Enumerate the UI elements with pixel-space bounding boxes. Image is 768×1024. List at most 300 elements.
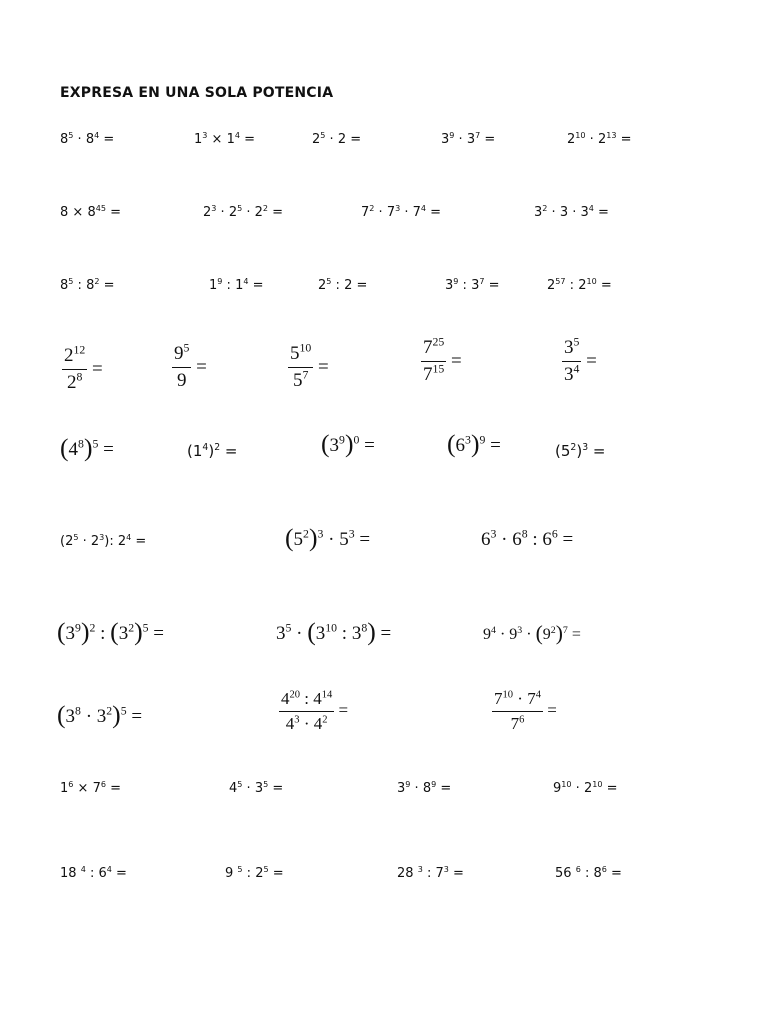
exponent: 6 bbox=[100, 780, 106, 790]
math-token: : bbox=[337, 623, 352, 644]
exponent: 6 bbox=[68, 780, 74, 790]
math-token: · bbox=[325, 132, 338, 147]
math-token: · bbox=[242, 781, 255, 796]
exponent: 10 bbox=[299, 341, 312, 355]
exercise-r9-d bbox=[553, 782, 618, 795]
math-token: = bbox=[354, 529, 371, 550]
math-token: : bbox=[422, 866, 436, 881]
math-token: = bbox=[105, 205, 122, 220]
exponent: 13 bbox=[606, 131, 617, 141]
math-token: ( bbox=[187, 442, 193, 460]
math-token: 7 bbox=[494, 689, 503, 708]
math-token: = bbox=[131, 534, 147, 549]
exercise-r6-a bbox=[60, 535, 146, 548]
exponent: 3 bbox=[348, 527, 355, 541]
math-token: · bbox=[547, 205, 560, 220]
math-token: = bbox=[596, 278, 612, 293]
math-token: 5 bbox=[290, 343, 300, 364]
exponent: 2 bbox=[106, 704, 113, 718]
math-token: 3 bbox=[65, 623, 76, 644]
math-token: 2 bbox=[583, 781, 593, 796]
exponent: 5 bbox=[285, 621, 292, 635]
exercise-r2-d bbox=[534, 206, 609, 219]
math-token: 3 bbox=[118, 623, 129, 644]
math-token: ( bbox=[307, 617, 316, 647]
exponent: 10 bbox=[586, 277, 597, 287]
exponent: 10 bbox=[592, 780, 603, 790]
math-token: ) bbox=[576, 442, 583, 460]
exponent: 9 bbox=[449, 131, 455, 141]
exponent: 5 bbox=[142, 621, 149, 635]
math-token: 3 bbox=[466, 132, 476, 147]
exponent: 4 bbox=[573, 362, 580, 376]
math-token: 3 bbox=[580, 205, 589, 220]
exponent: 5 bbox=[263, 865, 269, 875]
math-token: · bbox=[522, 626, 536, 643]
math-token: · bbox=[374, 205, 387, 220]
math-token: 1 bbox=[192, 442, 203, 460]
exponent: 4 bbox=[106, 865, 112, 875]
math-token: · bbox=[323, 529, 340, 550]
exercise-r9-a bbox=[60, 782, 121, 795]
math-token: : bbox=[222, 278, 236, 293]
math-token: : bbox=[580, 866, 594, 881]
math-token: 2 bbox=[90, 534, 100, 549]
math-token: 2 bbox=[337, 132, 347, 147]
math-token: 6 bbox=[542, 529, 552, 550]
math-token: 2 bbox=[228, 205, 238, 220]
exponent: 3 bbox=[202, 131, 208, 141]
exponent: 5 bbox=[68, 131, 74, 141]
exponent: 57 bbox=[555, 277, 566, 287]
exponent: 25 bbox=[432, 335, 445, 349]
math-token: 3 bbox=[564, 337, 574, 358]
math-token: 56 bbox=[555, 866, 576, 881]
math-token: ) bbox=[470, 429, 480, 459]
exponent: 3 bbox=[395, 204, 401, 214]
math-token: 3 bbox=[254, 781, 264, 796]
exponent: 3 bbox=[582, 442, 589, 454]
math-token: ) bbox=[112, 700, 121, 730]
math-token: 18 bbox=[60, 866, 81, 881]
math-token: × bbox=[68, 205, 88, 220]
math-token: : bbox=[109, 534, 118, 549]
math-token: 3 bbox=[559, 205, 569, 220]
exponent: 5 bbox=[237, 865, 243, 875]
exercise-r5-b bbox=[187, 444, 237, 459]
math-token: 3 bbox=[329, 435, 340, 456]
math-token: : bbox=[458, 278, 472, 293]
math-token: · bbox=[585, 132, 598, 147]
math-token: 28 bbox=[397, 866, 418, 881]
math-token: = bbox=[480, 132, 496, 147]
math-token: · bbox=[495, 626, 510, 643]
math-token: 6 bbox=[512, 529, 522, 550]
math-token: 2 bbox=[318, 278, 327, 293]
math-token: 6 bbox=[98, 866, 107, 881]
math-token: 3 bbox=[534, 205, 543, 220]
math-token: ) bbox=[104, 534, 110, 549]
math-token: = bbox=[148, 623, 164, 644]
math-token: 1 bbox=[60, 781, 69, 796]
exponent: 2 bbox=[303, 527, 309, 541]
math-token: = bbox=[248, 278, 264, 293]
math-token: ) bbox=[555, 620, 563, 645]
exponent: 5 bbox=[263, 780, 269, 790]
math-token: 9 bbox=[542, 626, 551, 643]
exponent: 7 bbox=[475, 131, 481, 141]
math-token: 9 bbox=[174, 343, 184, 364]
math-token: 2 bbox=[567, 132, 576, 147]
exercise-r9-b bbox=[229, 782, 283, 795]
math-token: · bbox=[571, 781, 584, 796]
fraction bbox=[288, 341, 313, 392]
math-token: · bbox=[73, 132, 86, 147]
exercise-r2-c bbox=[361, 206, 441, 219]
exercise-r7-a bbox=[57, 617, 164, 647]
exponent: 2 bbox=[322, 714, 328, 726]
exercise-r8-a bbox=[57, 700, 143, 730]
math-token: 8 bbox=[87, 205, 96, 220]
math-token: 7 bbox=[510, 713, 520, 733]
math-token: ( bbox=[57, 617, 66, 647]
math-token: 9 bbox=[225, 866, 238, 881]
exponent: 3 bbox=[99, 533, 105, 543]
math-token: 7 bbox=[527, 689, 536, 708]
math-token: ) bbox=[367, 617, 376, 647]
exponent: 6 bbox=[551, 527, 558, 541]
math-token: 7 bbox=[435, 866, 444, 881]
math-token: 8 bbox=[422, 781, 432, 796]
exponent: 12 bbox=[73, 343, 86, 357]
exponent: 7 bbox=[302, 368, 309, 382]
exercise-r6-c bbox=[481, 527, 574, 550]
exponent: 9 bbox=[453, 277, 459, 287]
math-token: 7 bbox=[423, 363, 433, 385]
math-token: ( bbox=[60, 433, 69, 463]
math-token: : bbox=[73, 278, 87, 293]
math-token: · bbox=[78, 534, 91, 549]
exponent: 5 bbox=[237, 204, 243, 214]
exercise-r3-d bbox=[445, 279, 500, 292]
math-token: 3 bbox=[471, 278, 480, 293]
math-token: ( bbox=[555, 442, 561, 460]
exponent: 9 bbox=[431, 780, 437, 790]
math-token: 5 bbox=[292, 369, 303, 391]
math-token: = bbox=[268, 205, 284, 220]
math-token: 2 bbox=[312, 132, 321, 147]
exponent: 3 bbox=[294, 714, 300, 726]
math-token: ( bbox=[60, 534, 66, 549]
math-token: ) bbox=[208, 442, 215, 460]
math-token: = bbox=[268, 866, 284, 881]
exponent: 9 bbox=[479, 433, 486, 447]
exercise-r9-c bbox=[397, 782, 451, 795]
math-token: : bbox=[95, 623, 111, 644]
exercise-r7-c bbox=[483, 620, 581, 645]
math-token: · bbox=[410, 781, 423, 796]
math-token: 3 bbox=[276, 623, 286, 644]
math-token: 9 bbox=[509, 626, 518, 643]
exponent: 5 bbox=[73, 533, 79, 543]
exercise-r4-d bbox=[421, 335, 462, 386]
exponent: 3 bbox=[465, 433, 471, 447]
math-token: 1 bbox=[226, 132, 235, 147]
math-token: 7 bbox=[423, 337, 433, 358]
exponent: 20 bbox=[289, 689, 301, 701]
math-token: 5 bbox=[560, 442, 571, 460]
math-token: · bbox=[513, 689, 528, 708]
exponent: 7 bbox=[562, 624, 568, 636]
math-token: = bbox=[616, 132, 632, 147]
math-token: = bbox=[484, 278, 500, 293]
math-token: ) bbox=[80, 617, 90, 647]
exponent: 3 bbox=[443, 865, 449, 875]
math-token: 8 bbox=[60, 205, 69, 220]
exponent: 14 bbox=[321, 689, 333, 701]
math-token: = bbox=[313, 356, 329, 378]
exercise-r1-d bbox=[441, 133, 495, 146]
fraction bbox=[279, 690, 334, 733]
fraction bbox=[62, 343, 87, 394]
math-token: · bbox=[400, 205, 413, 220]
exercise-r1-b bbox=[194, 133, 255, 146]
exponent: 9 bbox=[75, 621, 81, 635]
math-token: 7 bbox=[412, 205, 421, 220]
exercise-r5-a bbox=[60, 433, 114, 463]
math-token: = bbox=[446, 350, 462, 372]
fraction bbox=[562, 335, 581, 386]
math-token: 2 bbox=[65, 534, 74, 549]
exponent: 4 bbox=[491, 624, 496, 636]
math-token: 1 bbox=[194, 132, 203, 147]
exponent: 9 bbox=[405, 780, 411, 790]
math-token: = bbox=[485, 435, 501, 456]
math-token: = bbox=[105, 781, 122, 796]
exponent: 3 bbox=[490, 527, 497, 541]
math-token: 2 bbox=[255, 866, 264, 881]
exercise-r4-e bbox=[562, 335, 597, 386]
math-token: · bbox=[216, 205, 229, 220]
math-token: 3 bbox=[65, 706, 76, 727]
math-token: 2 bbox=[203, 205, 212, 220]
exercise-r5-d bbox=[447, 429, 501, 459]
math-token: ( bbox=[285, 523, 294, 553]
math-token: = bbox=[126, 706, 143, 727]
exponent: 8 bbox=[521, 527, 528, 541]
exponent: 4 bbox=[588, 204, 594, 214]
exponent: 6 bbox=[575, 865, 581, 875]
exponent: 2 bbox=[128, 621, 135, 635]
math-token: 8 bbox=[60, 132, 69, 147]
exercise-r3-e bbox=[547, 279, 612, 292]
math-token: : bbox=[300, 689, 314, 708]
exponent: 10 bbox=[575, 131, 586, 141]
math-token: = bbox=[239, 132, 256, 147]
math-token: = bbox=[567, 626, 581, 643]
math-token: · bbox=[454, 132, 467, 147]
math-token: × bbox=[207, 132, 227, 147]
exponent: 5 bbox=[320, 131, 326, 141]
fraction bbox=[172, 341, 191, 392]
exponent: 7 bbox=[479, 277, 485, 287]
math-token: : bbox=[85, 866, 99, 881]
math-token: = bbox=[87, 358, 103, 380]
math-token: = bbox=[191, 356, 207, 378]
exponent: 8 bbox=[361, 621, 368, 635]
math-token: · bbox=[291, 623, 308, 644]
math-token: 9 bbox=[176, 369, 187, 391]
math-token: 5 bbox=[339, 529, 349, 550]
math-token: ) bbox=[308, 523, 318, 553]
math-token: 3 bbox=[96, 706, 107, 727]
exponent: 2 bbox=[550, 624, 556, 636]
math-token: · bbox=[242, 205, 255, 220]
exercise-r2-a bbox=[60, 206, 121, 219]
math-token: 3 bbox=[315, 623, 326, 644]
exercise-r10-a bbox=[60, 867, 127, 880]
math-token: 9 bbox=[483, 626, 491, 643]
math-token: 3 bbox=[445, 278, 454, 293]
exponent: 0 bbox=[353, 433, 360, 447]
fraction bbox=[421, 335, 446, 386]
math-token: ( bbox=[110, 617, 119, 647]
math-token: = bbox=[436, 781, 452, 796]
math-token: 6 bbox=[455, 435, 466, 456]
math-token: = bbox=[426, 205, 442, 220]
math-token: 8 bbox=[86, 278, 95, 293]
exercise-r3-b bbox=[209, 279, 264, 292]
math-token: 3 bbox=[564, 363, 574, 385]
math-token: = bbox=[375, 623, 392, 644]
fraction bbox=[492, 690, 543, 733]
exponent: 10 bbox=[561, 780, 572, 790]
exponent: 8 bbox=[78, 437, 84, 451]
exponent: 5 bbox=[573, 335, 580, 349]
math-token: = bbox=[346, 132, 362, 147]
math-token: 2 bbox=[64, 345, 74, 366]
exponent: 5 bbox=[326, 277, 332, 287]
exponent: 2 bbox=[262, 204, 269, 214]
exponent: 4 bbox=[80, 865, 86, 875]
exponent: 8 bbox=[75, 704, 81, 718]
math-token: = bbox=[359, 435, 375, 456]
math-token: 7 bbox=[92, 781, 101, 796]
math-token: ) bbox=[344, 429, 354, 459]
exponent: 2 bbox=[369, 204, 375, 214]
math-token: 8 bbox=[60, 278, 69, 293]
math-token: 7 bbox=[361, 205, 370, 220]
exponent: 45 bbox=[95, 204, 106, 214]
exponent: 2 bbox=[94, 277, 100, 287]
exercise-r8-b bbox=[279, 690, 348, 733]
exponent: 10 bbox=[325, 621, 338, 635]
exercise-r4-c bbox=[288, 341, 329, 392]
math-token: 2 bbox=[547, 278, 556, 293]
exponent: 4 bbox=[94, 131, 100, 141]
math-token: 3 bbox=[351, 623, 362, 644]
exponent: 5 bbox=[237, 780, 243, 790]
math-token: = bbox=[542, 700, 557, 720]
math-token: 1 bbox=[209, 278, 218, 293]
exercise-r3-c bbox=[318, 279, 367, 292]
math-token: · bbox=[80, 706, 97, 727]
math-token: 2 bbox=[597, 132, 607, 147]
math-token: × bbox=[73, 781, 93, 796]
exponent: 2 bbox=[570, 442, 577, 454]
exponent: 3 bbox=[417, 865, 423, 875]
exercise-r1-c bbox=[312, 133, 361, 146]
math-token: : bbox=[527, 529, 543, 550]
exercise-r4-b bbox=[172, 341, 207, 392]
exponent: 3 bbox=[517, 624, 523, 636]
exponent: 3 bbox=[211, 204, 217, 214]
exercise-r5-e bbox=[555, 444, 605, 459]
math-token: 2 bbox=[254, 205, 263, 220]
exponent: 9 bbox=[339, 433, 345, 447]
math-token: 4 bbox=[285, 713, 295, 733]
worksheet-title: EXPRESA EN UNA SOLA POTENCIA bbox=[60, 85, 334, 101]
exercise-r3-a bbox=[60, 279, 115, 292]
math-token: 4 bbox=[68, 439, 79, 460]
exercise-r1-a bbox=[60, 133, 114, 146]
exercise-r2-b bbox=[203, 206, 283, 219]
math-token: = bbox=[334, 700, 349, 720]
math-token: · bbox=[299, 713, 314, 733]
math-token: 8 bbox=[593, 866, 602, 881]
math-token: = bbox=[220, 442, 238, 460]
math-token: 6 bbox=[481, 529, 491, 550]
math-token: = bbox=[98, 439, 114, 460]
exponent: 4 bbox=[202, 442, 209, 454]
math-token: = bbox=[593, 205, 609, 220]
exponent: 8 bbox=[76, 370, 83, 384]
exponent: 15 bbox=[432, 362, 445, 376]
math-token: 8 bbox=[85, 132, 95, 147]
exercise-r6-b bbox=[285, 523, 371, 553]
math-token: 2 bbox=[66, 371, 77, 393]
math-token: = bbox=[99, 278, 115, 293]
math-token: : bbox=[242, 866, 256, 881]
exercise-r7-b bbox=[276, 617, 392, 647]
math-token: = bbox=[111, 866, 127, 881]
exponent: 5 bbox=[92, 437, 99, 451]
exponent: 9 bbox=[217, 277, 223, 287]
exercise-r8-c bbox=[492, 690, 557, 733]
math-token: = bbox=[557, 529, 574, 550]
math-token: 2 bbox=[117, 534, 127, 549]
math-token: ( bbox=[535, 620, 543, 645]
exponent: 4 bbox=[420, 204, 427, 214]
math-token: = bbox=[268, 781, 284, 796]
exercise-r10-b bbox=[225, 867, 284, 880]
exercise-r1-e bbox=[567, 133, 632, 146]
math-token: · bbox=[496, 529, 513, 550]
math-token: = bbox=[99, 132, 115, 147]
math-token: ) bbox=[134, 617, 143, 647]
math-token: ) bbox=[83, 433, 93, 463]
math-token: : bbox=[565, 278, 579, 293]
math-token: 4 bbox=[229, 781, 238, 796]
math-token: ( bbox=[57, 700, 66, 730]
math-token: 2 bbox=[344, 278, 353, 293]
exponent: 5 bbox=[120, 704, 127, 718]
exercise-r10-c bbox=[397, 867, 464, 880]
math-token: ( bbox=[321, 429, 330, 459]
math-token: 2 bbox=[578, 278, 587, 293]
exponent: 6 bbox=[601, 865, 607, 875]
math-token: 3 bbox=[397, 781, 406, 796]
